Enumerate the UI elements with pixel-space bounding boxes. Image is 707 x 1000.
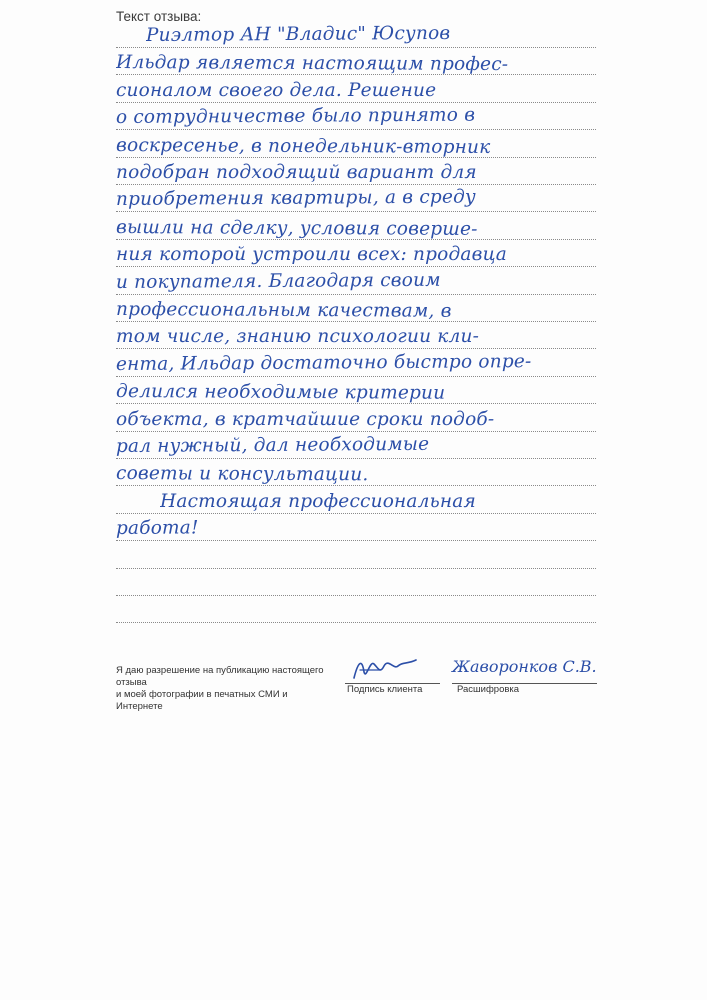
review-text-line: о сотрудничестве было принято в bbox=[115, 104, 476, 129]
review-text-line: воскресенье, в понедельник-вторник bbox=[116, 134, 491, 158]
ruled-line bbox=[116, 266, 596, 267]
review-text-line: Риэлтор АН "Владис" Юсупов bbox=[145, 22, 451, 47]
ruled-line bbox=[116, 184, 596, 185]
ruled-line bbox=[116, 458, 596, 459]
ruled-line bbox=[116, 595, 596, 596]
review-text-line: и покупателя. Благодаря своим bbox=[115, 269, 441, 293]
review-text-line: профессиональным качествам, в bbox=[116, 299, 452, 322]
decode-caption: Расшифровка bbox=[457, 684, 520, 695]
consent-line-1: Я даю разрешение на публикацию настоящего отзыва bbox=[116, 665, 324, 688]
client-signature-mark bbox=[350, 652, 420, 684]
ruled-line bbox=[116, 348, 596, 349]
review-text-line: рал нужный, дал необходимые bbox=[115, 433, 430, 458]
ruled-line bbox=[116, 47, 596, 48]
signature-caption: Подпись клиента bbox=[347, 684, 423, 695]
publication-consent bbox=[116, 665, 336, 713]
ruled-line bbox=[116, 431, 596, 432]
review-text-line: приобретения квартиры, а в среду bbox=[115, 186, 476, 211]
review-text-line: сионалом своего дела. Решение bbox=[116, 79, 437, 101]
review-text-line: ента, Ильдар достаточно быстро опре- bbox=[115, 350, 532, 375]
form-title: Текст отзыва: bbox=[116, 9, 202, 24]
review-text-line: Ильдар является настоящим профес- bbox=[116, 52, 509, 76]
consent-line-2: и моей фотографии в печатных СМИ и Интернете bbox=[116, 689, 288, 712]
ruled-line bbox=[116, 513, 596, 514]
review-text-line: Настоящая профессиональная bbox=[160, 490, 476, 512]
ruled-line bbox=[116, 376, 596, 377]
ruled-line bbox=[116, 129, 596, 130]
review-text-line: работа! bbox=[115, 517, 199, 540]
review-text-line: вышли на сделку, условия соверше- bbox=[116, 216, 478, 240]
ruled-line bbox=[116, 622, 596, 623]
ruled-line bbox=[116, 102, 596, 103]
ruled-line bbox=[116, 294, 596, 295]
review-text-line: советы и консультации. bbox=[116, 463, 369, 486]
ruled-line bbox=[116, 540, 596, 541]
signature-decode-handwriting: Жаворонков С.В. bbox=[452, 657, 597, 676]
review-text-line: делился необходимые критерии bbox=[116, 381, 446, 404]
ruled-line bbox=[116, 211, 596, 212]
review-text-line: подобран подходящий вариант для bbox=[116, 162, 477, 183]
ruled-line bbox=[116, 568, 596, 569]
review-text-line: объекта, в кратчайшие сроки подоб- bbox=[116, 408, 495, 430]
review-text-line: ния которой устроили всех: продавца bbox=[116, 244, 507, 266]
review-text-line: том числе, знанию психологии кли- bbox=[116, 326, 480, 348]
handwritten-review-area bbox=[116, 0, 596, 660]
